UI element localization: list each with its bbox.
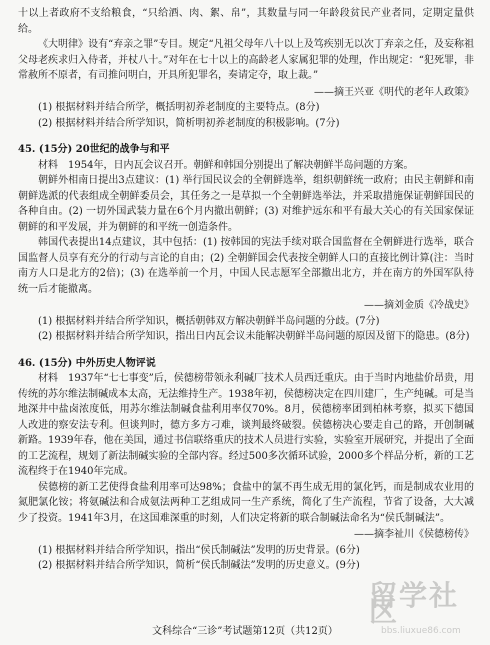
exam-page (18, 6, 474, 574)
section-46-paragraph-2: 侯德榜的新工艺使得食盐利用率可达98%；食盐中的氯不再生成无用的氯化钙，而是制成农业用的氮肥氯化铵；将氨碱法和合成氨法两种工艺组成同一生产系统，简化了生产流程，节省了设备，大大减少了投资。1941年3月，在这国难深重的时刻，人们决定将新的联合制碱法命名为“侯氏制碱法”。 (18, 481, 474, 524)
section-45-heading (18, 142, 474, 158)
section-46-title: 中外历史人物评说 (75, 357, 156, 369)
section-45-south-proposal: 韩国代表提出14点建议，其中包括：(1) 按韩国的宪法手续对联合国监督在全朝鲜进行选举，联合国监督人员享有充分的行动与言论的自由；(2) 全朝鲜国会代表按全朝鲜人口的直接比例计算(注：当时南方人口是北方的2倍)；(3) 在选举前一个月，中国人民志愿军全部撤出北方，并在南方的外国军队待统一后才能撤离。 (18, 237, 474, 295)
watermark-url: bbs.liuxue86.com (381, 626, 461, 636)
section-45-score: (15分) (38, 144, 73, 155)
question-44-1: (1) 根据材料并结合所学，概括明初养老制度的主要特点。(8分) (38, 102, 320, 113)
question-45-1: (1) 根据材料并结合所学知识，概括朝韩双方解决朝鲜半岛问题的分歧。(7分) (38, 315, 380, 327)
section-46-score: (15分) (38, 357, 73, 369)
section-46-number: 46. (18, 357, 36, 369)
material-paragraph: 《大明律》设有“弃亲之罪”专目。规定“凡祖父母年八十以上及笃疾别无以次丁弃亲之任，及妄称祖父母老疾求归入侍者，并杖八十。”对年在七十以上的高龄老人家属犯罪的处理，作出规定：“犯死罪，非常赦所不原者，有司推问明白，开具所犯罪名，奏请定夺，取上裁。” (18, 39, 474, 81)
question-46-1: (1) 根据材料并结合所学知识，指出“侯氏制碱法”发明的历史背景。(6分) (38, 544, 360, 556)
question-46-2: (2) 根据材料并结合所学知识，简析“侯氏制碱法”发明的历史意义。(9分) (38, 560, 360, 571)
section-45-title: 20世纪的战争与和平 (75, 144, 170, 155)
page-footer: 文科综合“三诊”考试题第12页（共12页） (152, 626, 338, 637)
continued-text: 十以上者政府不支给粮食，“只给酒、肉、絮、帛”，其数量与同一年龄段贫民产业者同，定期定量供给。 (18, 8, 474, 35)
material-source: ——摘王兴亚《明代的老年人政策》 (314, 86, 474, 98)
section-46-material: 材料 1937年“七七事变”后，侯德榜带领永利碱厂技术人员西迁重庆。由于当时内地盐价昂贵，用传统的苏尔维法制碱成本太高，无法维持生产。1938年初，侯德榜决定在四川建厂，生产纯碱。可是当地深井中盐卤浓度低，用苏尔维法制碱食盐利用率仅70%。8月，侯德榜率团到柏林考察，拟买下德国人改进的察安法专利。但谈判时，德方多方刁难，谈判最终破裂。侯德榜决心要走自己的路，开创制碱新路。1939年春，他在美国，通过书信联络重庆的技术人员进行实验，实验室开展研究，并提出了全面的工艺流程，规划了新法制碱实验的全部内容。经过500多次循环试验，2000多个样品分析，新的工艺流程终于在1940年完成。 (18, 373, 474, 477)
watermark-logo (365, 579, 487, 640)
watermark-text: 留学社区 (369, 579, 460, 628)
question-44-2: (2) 根据材料并结合所学知识，简析明初养老制度的积极影响。(7分) (38, 117, 340, 129)
section-46-source: ——摘李祉川《侯德榜传》 (354, 529, 474, 540)
section-46-heading (18, 356, 474, 372)
section-45-material: 材料 1954年，日内瓦会议召开。朝鲜和韩国分别提出了解决朝鲜半岛问题的方案。 (38, 159, 414, 171)
section-45-number: 45. (18, 144, 36, 155)
section-45-north-proposal: 朝鲜外相南日提出3点建议：(1) 举行国民议会的全朝鲜选举，组织朝鲜统一政府；由民主朝鲜和南朝鲜选派的代表组成全朝鲜委员会，其任务之一是草拟一个全朝鲜选举法，并采取措施保证朝鲜国民的各种自由。(2) 一切外国武装力量在6个月内撤出朝鲜；(3) 对维护远东和平有最大关心的有关国家保证朝鲜的和平发展，并为朝鲜的和平统一创造条件。 (18, 175, 474, 233)
question-45-2: (2) 根据材料并结合所学知识，指出日内瓦会议未能解决朝鲜半岛问题的原因及留下的隐患。(8分) (38, 331, 470, 342)
section-45-source: ——摘刘金质《冷战史》 (364, 300, 474, 311)
